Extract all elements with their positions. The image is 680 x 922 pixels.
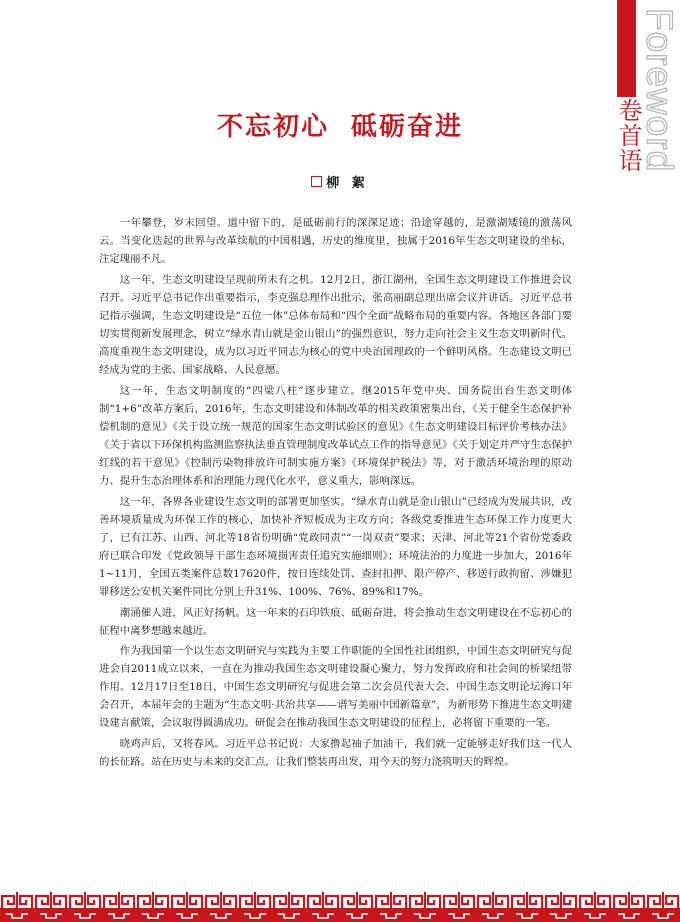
article-body bbox=[99, 214, 572, 774]
paragraph: 晓鸡声后，又将春风。习近平总书记说：大家撸起袖子加油干，我们就一定能够走好我们这一代人的长征路。站在历史与未来的交汇点，让我们整装再出发，用今天的努力浇筑明天的辉煌。 bbox=[99, 737, 572, 769]
square-icon bbox=[311, 176, 322, 187]
author-line bbox=[0, 172, 680, 191]
paragraph: 这一年，生态文明建设呈现前所未有之机。12月2日，浙江湖州，全国生态文明建设工作推进会议召开。习近平总书记作出重要指示，李克强总理作出批示，张高丽副总理出席会议并讲话。习近平总书记指示强调，生态文明建设是“五位一体”总体布局和“四个全面”战略布局的重要内容。各地区各部门要切实贯彻新发展理念，树立“绿水青山就是金山银山”的强烈意识，努力走向社会主义生态文明新时代。高度重视生态文明建设，成为以习近平同志为核心的党中央治国理政的一个鲜明风格。生态建设文明已经成为党的主张、国家战略、人民意愿。 bbox=[99, 273, 572, 377]
paragraph: 潮涌催人进，风正好扬帆。这一年来的石印铁痕、砥砺奋进，将会推动生态文明建设在不忘初心的征程中离梦想越来越近。 bbox=[99, 606, 572, 637]
decorative-pattern-border bbox=[0, 890, 680, 922]
paragraph: 这一年，各界各业建设生态文明的部署更加坚实。“绿水青山就是金山银山”已经成为发展共识，改善环境质量成为环保工作的核心，加快补齐短板成为主攻方向；各级党委推进生态环保工作力度更大了，已有江苏、山西、河北等18省份明确“党政同责”“一岗双责”要求；天津、河北等21个省份党委政府已联合印发《党政领导干部生态环境损害责任追究实施细则》；环境法治的力度进一步加大，2016年1~11月，全国五类案件总数17620件，按日连续处罚、查封扣押、限产停产、移送行政拘留、涉嫌犯罪移送公安机关案件同比分别上升31%、100%、76%、89%和17%。 bbox=[99, 495, 572, 599]
foreword-label: Foreword bbox=[639, 8, 680, 173]
side-accent-bar bbox=[617, 0, 636, 97]
paragraph: 作为我国第一个以生态文明研究与实践为主要工作职能的全国性社团组织，中国生态文明研究与促进会自2011成立以来，一直在为推动我国生态文明建设凝心聚力，努力发挥政府和社会间的桥梁纽带作用。12月17日至18日，中国生态文明研究与促进会第二次会员代表大会、中国生态文明论坛海口年会召开，本届年会的主题为“生态文明·共治共享——谱写美丽中国新篇章”，为新形势下推进生态文明建设建言献策，会议取得圆满成功。研促会在推动我国生态文明建设的征程上，必将留下重要的一笔。 bbox=[99, 645, 572, 730]
paragraph: 一年攀登，岁末回望。道中留下的，是砥砺前行的深深足迹；沿途穿越的，是激湖矮镜的激荡风云。当变化迭起的世界与改革续航的中国相遇，历史的维度里，独属于2016年生态文明建设的坐标，注定瑰丽不凡。 bbox=[99, 217, 572, 266]
author-name: 柳 絮 bbox=[326, 176, 369, 191]
section-label: 卷首语 bbox=[614, 98, 642, 173]
article-title: 不忘初心 砥砺奋进 bbox=[216, 112, 464, 142]
paragraph: 这一年，生态文明制度的“四梁八柱”逐步建立。继2015年党中央、国务院出台生态文明体制“1+6”改革方案后，2016年，生态文明建设和体制改革的相关政策密集出台，《关于健全生态保护补偿机制的意见》《关于设立统一规范的国家生态文明试验区的意见》《生态文明建设目标评价考核办法》《关于省以下环保机构监测监察执法垂直管理制度改革试点工作的指导意见》《关于划定并严守生态保护红线的若干意见》《控制污染物排放许可制实施方案》《环境保护税法》等，对于激活环境治理的原动力、提升生态治理体系和治理能力现代化水平，意义重大，影响深远。 bbox=[99, 384, 572, 488]
